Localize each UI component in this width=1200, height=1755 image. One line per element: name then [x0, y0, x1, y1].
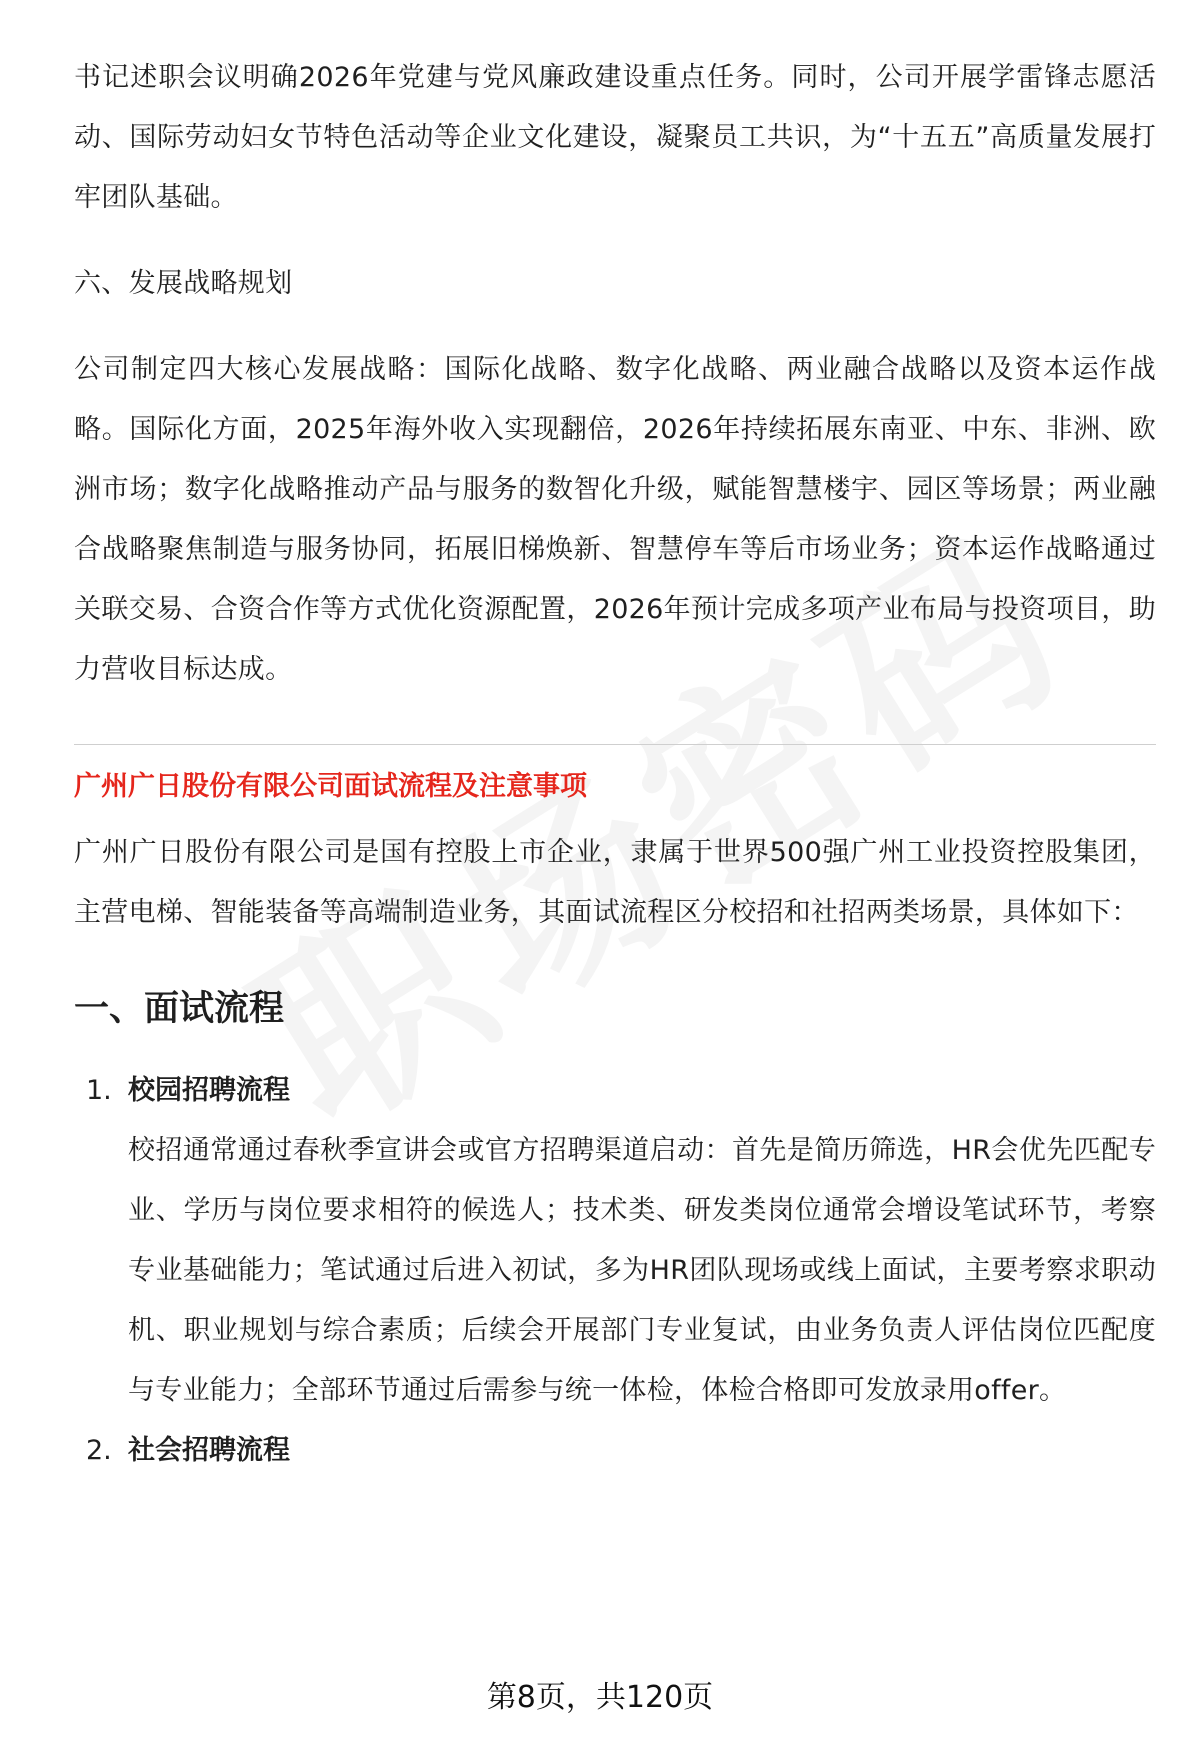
page-number-footer: 第8页，共120页: [486, 1680, 714, 1715]
interview-guide-title: 广州广日股份有限公司面试流程及注意事项: [74, 771, 587, 802]
list-item: [74, 1421, 1156, 1481]
section-heading-strategy: 六、发展战略规划: [74, 268, 293, 299]
list-item-body: 校招通常通过春秋季宣讲会或官方招聘渠道启动：首先是简历筛选，HR会优先匹配专业、学历与岗位要求相符的候选人；技术类、研发类岗位通常会增设笔试环节，考察专业基础能力；笔试通过后进入初试，多为HR团队现场或线上面试，主要考察求职动机、职业规划与综合素质；后续会开展部门专业复试，由业务负责人评估岗位匹配度与专业能力；全部环节通过后需参与统一体检，体检合格即可发放录用offer。: [128, 1135, 1156, 1406]
list-item-title: 社会招聘流程: [128, 1435, 290, 1466]
list-item-title: 校园招聘流程: [128, 1075, 290, 1106]
section-divider: [74, 744, 1156, 745]
strategy-paragraph: 公司制定四大核心发展战略：国际化战略、数字化战略、两业融合战略以及资本运作战略。国际化方面，2025年海外收入实现翻倍，2026年持续拓展东南亚、中东、非洲、欧洲市场；数字化战略推动产品与服务的数智化升级，赋能智慧楼宇、园区等场景；两业融合战略聚焦制造与服务协同，拓展旧梯焕新、智慧停车等后市场业务；资本运作战略通过关联交易、合资合作等方式优化资源配置，2026年预计完成多项产业布局与投资项目，助力营收目标达成。: [74, 354, 1156, 685]
company-intro-paragraph: 广州广日股份有限公司是国有控股上市企业，隶属于世界500强广州工业投资控股集团，主营电梯、智能装备等高端制造业务，其面试流程区分校招和社招两类场景，具体如下：: [74, 837, 1156, 928]
document-page: [74, 48, 1156, 1481]
interview-process-heading: 一、面试流程: [74, 989, 285, 1029]
list-item: [74, 1061, 1156, 1421]
list-item-number: 2.: [86, 1435, 112, 1466]
intro-paragraph: 书记述职会议明确2026年党建与党风廉政建设重点任务。同时，公司开展学雷锋志愿活动、国际劳动妇女节特色活动等企业文化建设，凝聚员工共识，为“十五五”高质量发展打牢团队基础。: [74, 62, 1156, 213]
list-item-number: 1.: [86, 1075, 112, 1106]
